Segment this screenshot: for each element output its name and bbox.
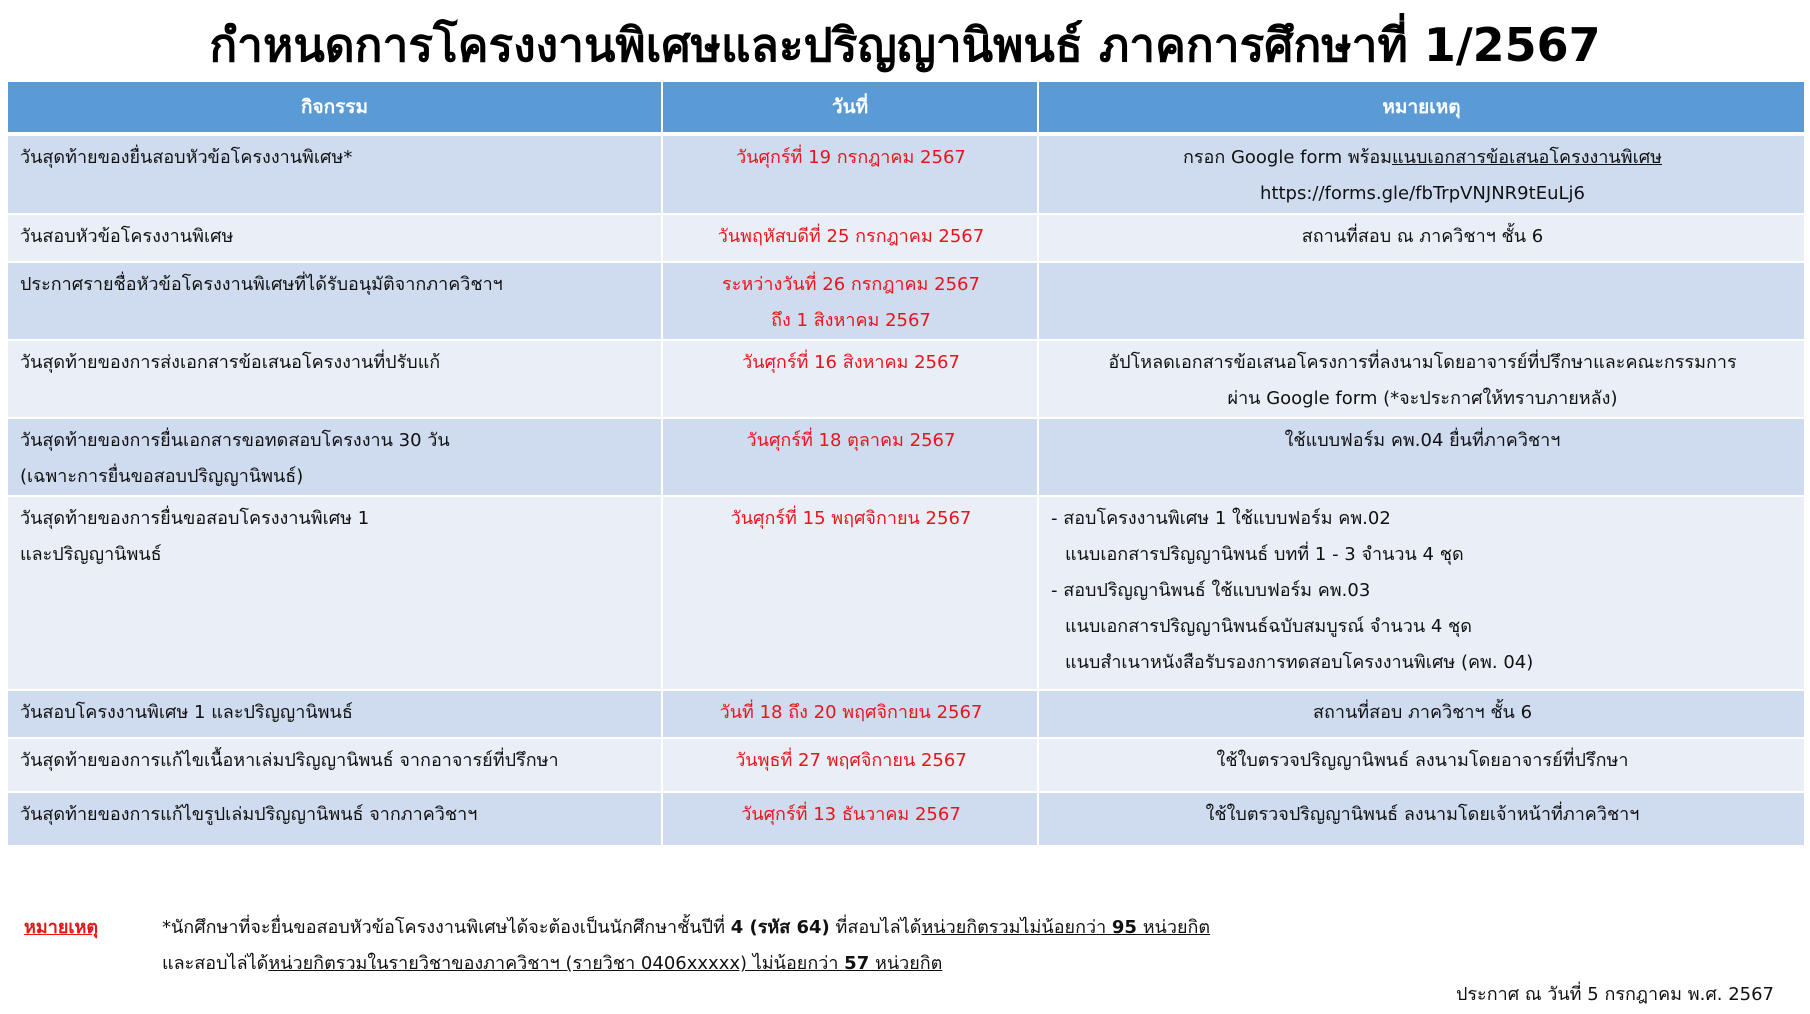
- note-text: สถานที่สอบ ภาควิชาฯ ชั้น 6: [1312, 702, 1533, 723]
- note-cell: [1038, 214, 1804, 262]
- table-row: [8, 738, 1804, 792]
- table-header-row: [8, 82, 1804, 134]
- table-row: [8, 262, 1804, 340]
- note-text: กรอก Google form พร้อม: [1182, 147, 1393, 168]
- activity-text: วันสุดท้ายของการแก้ไขรูปเล่มปริญญานิพนธ์ จากภาควิชาฯ: [20, 804, 478, 825]
- note-cell: [1038, 340, 1804, 418]
- note-text: แนบเอกสารปริญญานิพนธ์ บทที่ 1 - 3 จำนวน 4 ชุด: [1065, 544, 1464, 565]
- footnote-bold-text: 95: [1111, 917, 1137, 938]
- activity-cell: [8, 738, 662, 792]
- date-cell: [662, 340, 1038, 418]
- table-row: [8, 340, 1804, 418]
- note-underlined-text: แนบเอกสารข้อเสนอโครงงานพิเศษ: [1392, 147, 1663, 168]
- note-cell: [1038, 792, 1804, 846]
- table-row: [8, 792, 1804, 846]
- note-text: แนบสำเนาหนังสือรับรองการทดสอบโครงงานพิเศษ (คพ. 04): [1065, 652, 1534, 673]
- date-cell: [662, 418, 1038, 496]
- note-bullet: - สอบโครงงานพิเศษ 1 ใช้แบบฟอร์ม คพ.02: [1051, 508, 1391, 529]
- note-text: ใช้ใบตรวจปริญญานิพนธ์ ลงนามโดยเจ้าหน้าที่ภาควิชาฯ: [1205, 804, 1640, 825]
- activity-text: วันสุดท้ายของการแก้ไขเนื้อหาเล่มปริญญานิพนธ์ จากอาจารย์ที่ปรึกษา: [20, 750, 559, 771]
- table-row: [8, 496, 1804, 690]
- footnote-text: หน่วยกิต: [1136, 917, 1211, 938]
- note-cell: [1038, 690, 1804, 738]
- date-cell: [662, 792, 1038, 846]
- footnote-text: หน่วยกิตรวมในรายวิชาของภาควิชาฯ (รายวิชา 0406xxxxx) ไม่น้อยกว่า: [268, 953, 845, 974]
- date-text: วันศุกร์ที่ 13 ธันวาคม 2567: [741, 804, 961, 825]
- footnote-bold-text: 4 (รหัส 64): [730, 917, 830, 938]
- header-activity: กิจกรรม: [8, 82, 662, 134]
- activity-text: วันสอบโครงงานพิเศษ 1 และปริญญานิพนธ์: [20, 702, 353, 723]
- activity-cell: [8, 690, 662, 738]
- note-cell: [1038, 418, 1804, 496]
- activity-text: วันสุดท้ายของการยื่นขอสอบโครงงานพิเศษ 1: [20, 508, 370, 529]
- date-cell: [662, 134, 1038, 214]
- date-cell: [662, 690, 1038, 738]
- page-title: กำหนดการโครงงานพิเศษและปริญญานิพนธ์ ภาคการศึกษาที่ 1/2567: [209, 18, 1601, 72]
- note-bullet: - สอบปริญญานิพนธ์ ใช้แบบฟอร์ม คพ.03: [1051, 580, 1371, 601]
- activity-cell: [8, 340, 662, 418]
- footnote-underlined-text: [268, 953, 942, 974]
- activity-cell: [8, 792, 662, 846]
- table-row: [8, 134, 1804, 214]
- note-cell: [1038, 738, 1804, 792]
- note-text: อัปโหลดเอกสารข้อเสนอโครงการที่ลงนามโดยอาจารย์ที่ปรึกษาและคณะกรรมการ: [1108, 352, 1737, 373]
- activity-text: วันสอบหัวข้อโครงงานพิเศษ: [20, 226, 234, 247]
- header-date: วันที่: [662, 82, 1038, 134]
- date-text: ระหว่างวันที่ 26 กรกฎาคม 2567: [722, 274, 980, 295]
- activity-text: วันสุดท้ายของยื่นสอบหัวข้อโครงงานพิเศษ*: [20, 147, 353, 168]
- footnote-text: ที่สอบไล่ได้: [829, 917, 922, 938]
- date-cell: [662, 262, 1038, 340]
- note-cell: [1038, 262, 1804, 340]
- activity-text: วันสุดท้ายของการยื่นเอกสารขอทดสอบโครงงาน 30 วัน: [20, 430, 450, 451]
- date-text: วันศุกร์ที่ 19 กรกฎาคม 2567: [736, 147, 966, 168]
- activity-text: และปริญญานิพนธ์: [20, 544, 162, 565]
- form-link-text: https://forms.gle/fbTrpVNJNR9tEuLj6: [1260, 183, 1585, 204]
- date-text: วันที่ 18 ถึง 20 พฤศจิกายน 2567: [719, 702, 983, 723]
- date-cell: [662, 496, 1038, 690]
- date-cell: [662, 738, 1038, 792]
- note-text: สถานที่สอบ ณ ภาควิชาฯ ชั้น 6: [1301, 226, 1544, 247]
- footnote-text: *นักศึกษาที่จะยื่นขอสอบหัวข้อโครงงานพิเศษได้จะต้องเป็นนักศึกษาชั้นปีที่: [162, 917, 731, 938]
- table-row: [8, 418, 1804, 496]
- footnote-text: หน่วยกิต: [869, 953, 943, 974]
- date-text: ถึง 1 สิงหาคม 2567: [771, 310, 931, 331]
- activity-text: วันสุดท้ายของการส่งเอกสารข้อเสนอโครงงานที่ปรับแก้: [20, 352, 441, 373]
- table-row: [8, 214, 1804, 262]
- footnote-bold-text: 57: [844, 953, 870, 974]
- date-text: วันศุกร์ที่ 15 พฤศจิกายน 2567: [730, 508, 972, 529]
- announcement-date: ประกาศ ณ วันที่ 5 กรกฎาคม พ.ศ. 2567: [1455, 984, 1774, 1005]
- footnote-text: หน่วยกิตรวมไม่น้อยกว่า: [921, 917, 1112, 938]
- footnote-lines: [162, 910, 1210, 982]
- note-text: ใช้แบบฟอร์ม คพ.04 ยื่นที่ภาควิชาฯ: [1284, 430, 1561, 451]
- activity-cell: [8, 262, 662, 340]
- activity-cell: [8, 134, 662, 214]
- activity-text: (เฉพาะการยื่นขอสอบปริญญานิพนธ์): [20, 466, 304, 487]
- date-text: วันพฤหัสบดีที่ 25 กรกฎาคม 2567: [717, 226, 985, 247]
- footnote-underlined-text: [921, 917, 1210, 938]
- footnote-text: และสอบไล่ได้: [162, 953, 269, 974]
- date-text: วันศุกร์ที่ 18 ตุลาคม 2567: [746, 430, 956, 451]
- schedule-table: [8, 82, 1804, 847]
- footnote-line-1: [162, 910, 1210, 946]
- note-text: ใช้ใบตรวจปริญญานิพนธ์ ลงนามโดยอาจารย์ที่ปรึกษา: [1216, 750, 1629, 771]
- note-cell: [1038, 496, 1804, 690]
- note-text: แนบเอกสารปริญญานิพนธ์ฉบับสมบูรณ์ จำนวน 4 ชุด: [1065, 616, 1472, 637]
- date-text: วันศุกร์ที่ 16 สิงหาคม 2567: [742, 352, 960, 373]
- note-text: ผ่าน Google form (*จะประกาศให้ทราบภายหลัง): [1227, 388, 1618, 409]
- footnote-label: หมายเหตุ: [24, 917, 99, 938]
- activity-text: ประกาศรายชื่อหัวข้อโครงงานพิเศษที่ได้รับอนุมัติจากภาควิชาฯ: [20, 274, 503, 295]
- table-row: [8, 690, 1804, 738]
- header-note: หมายเหตุ: [1038, 82, 1804, 134]
- activity-cell: [8, 214, 662, 262]
- footnote-line-2: [162, 946, 1210, 982]
- activity-cell: [8, 418, 662, 496]
- date-cell: [662, 214, 1038, 262]
- note-cell: [1038, 134, 1804, 214]
- activity-cell: [8, 496, 662, 690]
- date-text: วันพุธที่ 27 พฤศจิกายน 2567: [735, 750, 967, 771]
